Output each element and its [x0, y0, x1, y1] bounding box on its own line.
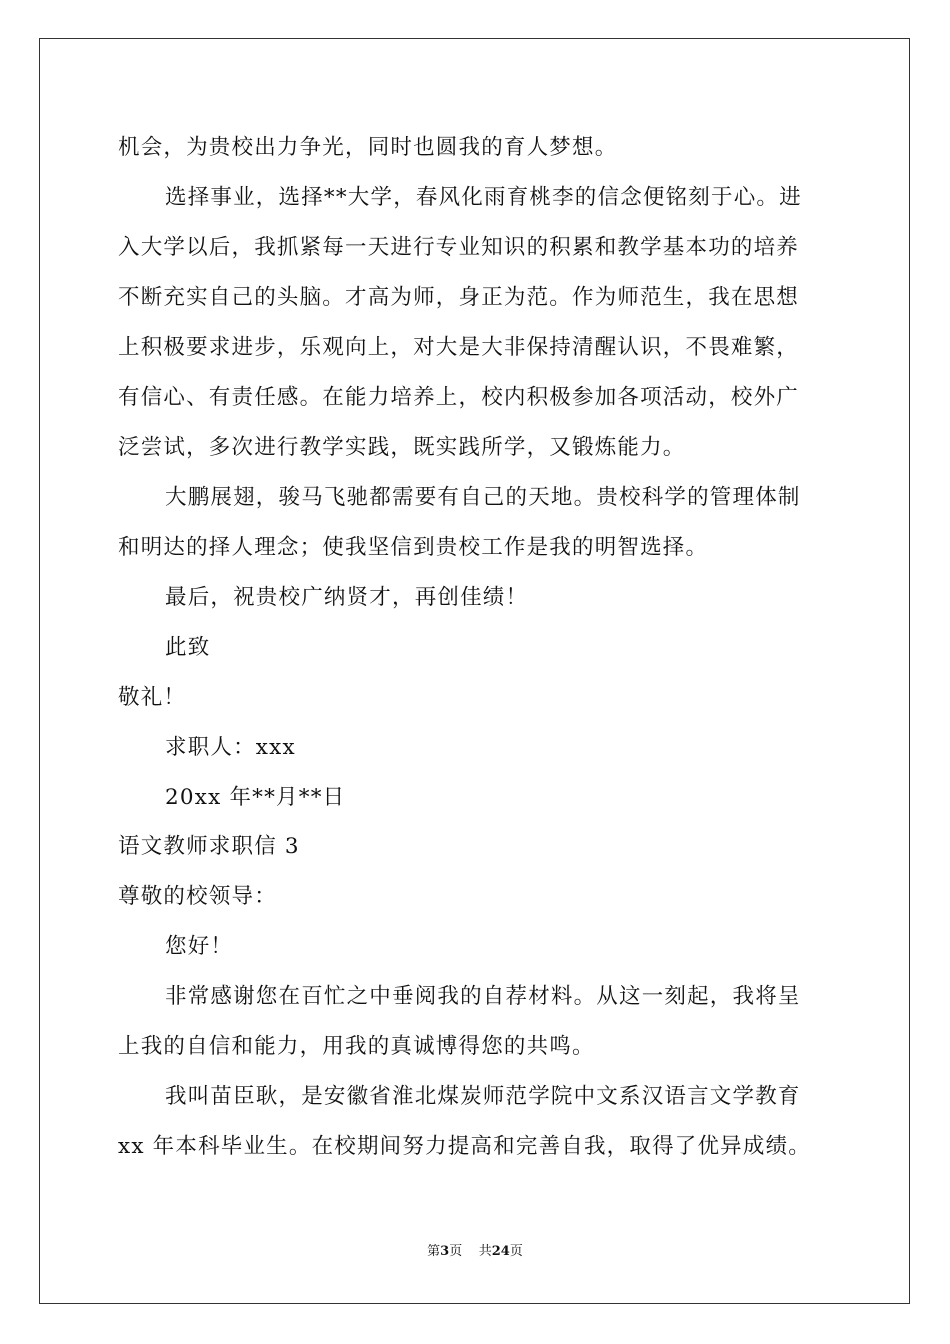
footer-total-number: 24	[491, 1244, 510, 1259]
text-line: 尊敬的校领导：	[118, 884, 277, 909]
page-footer	[0, 1243, 950, 1261]
footer-page-suffix: 页	[449, 1244, 463, 1259]
text-line: 非常感谢您在百忙之中垂阅我的自荐材料。从这一刻起，我将呈	[165, 984, 801, 1009]
footer-total-prefix: 共	[478, 1244, 492, 1259]
text-line: 不断充实自己的头脑。才高为师，身正为范。作为师范生，我在思想	[118, 285, 800, 310]
text-line: 20xx 年**月**日	[165, 785, 346, 810]
section-title: 语文教师求职信 3	[118, 834, 300, 859]
text-line: 选择事业，选择**大学，春风化雨育桃李的信念便铭刻于心。进	[165, 185, 802, 210]
text-line: 入大学以后，我抓紧每一天进行专业知识的积累和教学基本功的培养	[118, 235, 800, 260]
footer-total-suffix: 页	[509, 1244, 523, 1259]
footer-page-prefix: 第	[427, 1244, 441, 1259]
text-line: 上我的自信和能力，用我的真诚博得您的共鸣。	[118, 1034, 595, 1059]
text-line: 泛尝试，多次进行教学实践，既实践所学，又锻炼能力。	[118, 435, 686, 460]
page-border	[39, 38, 910, 1304]
text-line: 求职人：xxx	[165, 735, 296, 760]
text-line: 我叫苗臣耿，是安徽省淮北煤炭师范学院中文系汉语言文学教育	[165, 1084, 801, 1109]
footer-page-number: 3	[440, 1244, 450, 1259]
text-line: 您好！	[165, 934, 234, 959]
text-line: 此致	[165, 635, 211, 660]
text-line: 敬礼！	[118, 685, 187, 710]
text-line: 和明达的择人理念；使我坚信到贵校工作是我的明智选择。	[118, 535, 709, 560]
text-line: xx 年本科毕业生。在校期间努力提高和完善自我，取得了优异成绩。	[118, 1134, 811, 1159]
text-line: 大鹏展翅，骏马飞驰都需要有自己的天地。贵校科学的管理体制	[165, 485, 801, 510]
text-line: 最后，祝贵校广纳贤才，再创佳绩！	[165, 585, 529, 610]
text-line: 机会，为贵校出力争光，同时也圆我的育人梦想。	[118, 135, 618, 160]
text-line: 有信心、有责任感。在能力培养上，校内积极参加各项活动，校外广	[118, 385, 800, 410]
text-line: 上积极要求进步，乐观向上，对大是大非保持清醒认识，不畏难繁，	[118, 335, 800, 360]
